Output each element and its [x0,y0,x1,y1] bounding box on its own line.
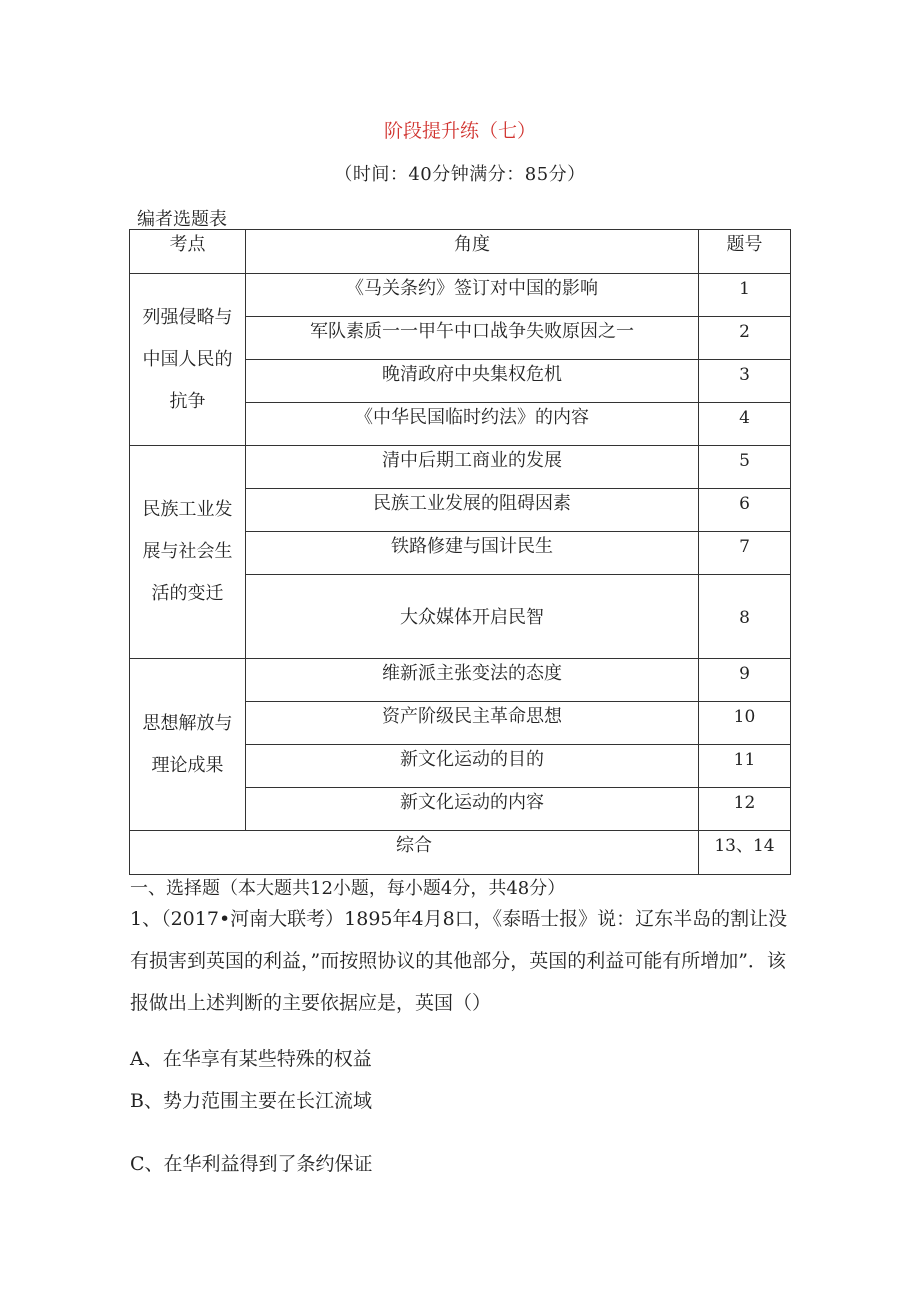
question-number-cell: 13、14 [699,831,791,875]
table-row [130,274,791,317]
angle-cell: 《中华民国临时约法》的内容 [246,403,699,446]
category-cell: 列强侵略与中国人民的抗争 [130,274,246,446]
question-number-cell: 2 [699,317,791,360]
angle-cell: 清中后期工商业的发展 [246,446,699,489]
topic-selection-table [129,229,791,875]
angle-cell: 新文化运动的目的 [246,745,699,788]
question-number-cell: 8 [699,575,791,659]
exam-time-score: （时间：40分钟满分：85分） [334,164,586,185]
option-b: B、势力范围主要在长江流域 [130,1090,372,1112]
header-cell: 题号 [699,230,791,274]
angle-cell: 维新派主张变法的态度 [246,659,699,702]
table-row [130,446,791,489]
angle-cell: 铁路修建与国计民生 [246,532,699,575]
angle-cell: 《马关条约》签订对中国的影响 [246,274,699,317]
category-cell: 民族工业发展与社会生活的变迁 [130,446,246,659]
header-cell: 角度 [246,230,699,274]
category-cell: 思想解放与理论成果 [130,659,246,831]
table-summary-row [130,831,791,875]
header-cell: 考点 [130,230,246,274]
question-number-cell: 5 [699,446,791,489]
section-heading: 一、选择题（本大题共12小题，每小题4分，共48分） [130,878,566,899]
angle-cell: 大众媒体开启民智 [246,575,699,659]
angle-cell: 新文化运动的内容 [246,788,699,831]
angle-cell: 晚清政府中央集权危机 [246,360,699,403]
question-number-cell: 3 [699,360,791,403]
table-row [130,659,791,702]
page-title: 阶段提升练（七） [383,120,536,142]
angle-cell: 民族工业发展的阻碍因素 [246,489,699,532]
question-stem: 1、（2017•河南大联考）1895年4月8口，《泰晤士报》说：辽东半岛的割让没有损害到英国的利益，”而按照协议的其他部分，英国的利益可能有所增加”．该报做出上述判断的主要依据应是，英国（） [130,908,788,1014]
question-number-cell: 1 [699,274,791,317]
question-number-cell: 7 [699,532,791,575]
question-number-cell: 4 [699,403,791,446]
table-caption: 编者选题表 [137,209,227,230]
summary-label-cell: 综合 [130,831,699,875]
question-number-cell: 12 [699,788,791,831]
question-number-cell: 9 [699,659,791,702]
angle-cell: 资产阶级民主革命思想 [246,702,699,745]
question-number-cell: 10 [699,702,791,745]
table-header-row [130,230,791,274]
question-number-cell: 11 [699,745,791,788]
angle-cell: 军队素质一一甲午中口战争失败原因之一 [246,317,699,360]
option-a: A、在华享有某些特殊的权益 [130,1048,372,1070]
option-c: C、在华利益得到了条约保证 [130,1153,373,1175]
question-number-cell: 6 [699,489,791,532]
